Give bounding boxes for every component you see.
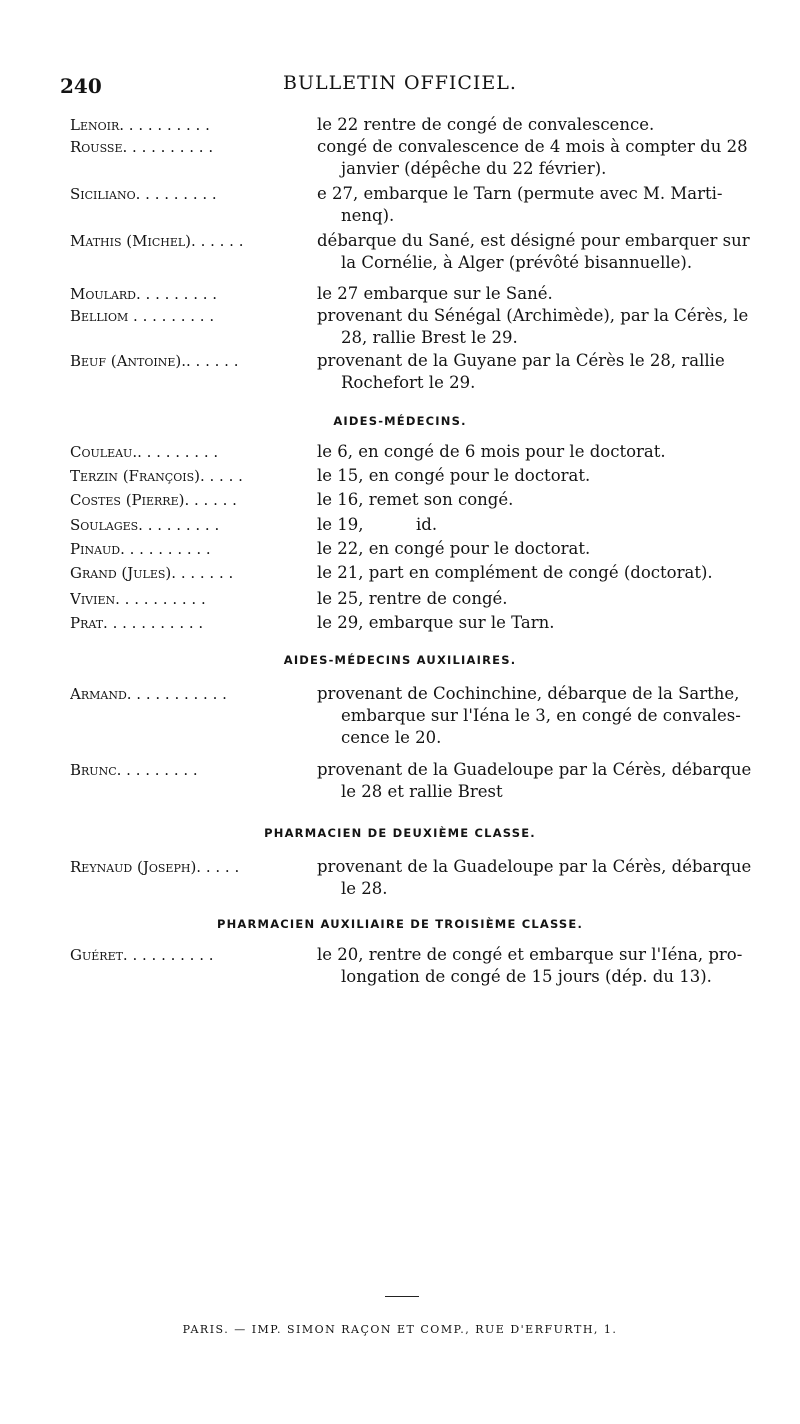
entry-text (317, 759, 757, 803)
entry-text (317, 538, 757, 560)
entry-line: e 27, embarque le Tarn (permute avec M. Marti- (317, 184, 723, 203)
person-name: Lenoir. . . . . . . . . . (70, 116, 210, 134)
entry-line: le 28 et rallie Brest (341, 782, 503, 801)
person-name: Beuf (Antoine).. . . . . . (70, 352, 239, 370)
entry-line: le 28. (341, 879, 388, 898)
footer-rule (385, 1296, 419, 1297)
running-head: BULLETIN OFFICIEL. (283, 72, 517, 94)
entry-text (317, 183, 757, 227)
entry-text (317, 350, 757, 394)
person-name: Mathis (Michel). . . . . . (70, 232, 244, 250)
entry-line: le 29, embarque sur le Tarn. (317, 613, 555, 632)
entry-text (317, 944, 757, 988)
person-name: Armand. . . . . . . . . . . (70, 685, 227, 703)
entry-text (317, 305, 757, 349)
person-name: Soulages. . . . . . . . . (70, 516, 220, 534)
person-name: Belliom . . . . . . . . . (70, 307, 215, 325)
entry-line: 28, rallie Brest le 29. (341, 328, 518, 347)
person-name: Terzin (François). . . . . (70, 467, 243, 485)
entry-line: provenant de la Guadeloupe par la Cérès, débarque (317, 857, 752, 876)
entry-text (317, 114, 757, 136)
entry-line: Rochefort le 29. (341, 373, 476, 392)
entry-line: le 15, en congé pour le doctorat. (317, 466, 591, 485)
entry-line: cence le 20. (341, 728, 442, 747)
page-number: 240 (60, 74, 102, 98)
entry-line: le 20, rentre de congé et embarque sur l'Iéna, pro- (317, 945, 743, 964)
entry-line: le 27 embarque sur le Sané. (317, 284, 553, 303)
person-name: Couleau.. . . . . . . . . (70, 443, 219, 461)
entry-text (317, 612, 757, 634)
entry-line: le 22 rentre de congé de convalescence. (317, 115, 655, 134)
entry-text (317, 562, 757, 584)
entry-line: le 25, rentre de congé. (317, 589, 508, 608)
entry-line: la Cornélie, à Alger (prévôté bisannuelle). (341, 253, 693, 272)
section-heading: AIDES-MÉDECINS. (333, 414, 467, 428)
person-name: Vivien. . . . . . . . . . (70, 590, 206, 608)
entry-text (317, 588, 757, 610)
entry-text (317, 465, 757, 487)
entry-line: provenant de Cochinchine, débarque de la Sarthe, (317, 684, 740, 703)
section-heading: PHARMACIEN AUXILIAIRE DE TROISIÈME CLASSE. (216, 917, 584, 931)
person-name: Rousse. . . . . . . . . . (70, 138, 214, 156)
entry-line: janvier (dépêche du 22 février). (341, 159, 607, 178)
person-name: Costes (Pierre). . . . . . (70, 491, 237, 509)
entry-text (317, 514, 757, 536)
entry-text (317, 489, 757, 511)
entry-line: le 19, id. (317, 515, 438, 534)
entry-line: le 21, part en complément de congé (doctorat). (317, 563, 713, 582)
entry-line: le 16, remet son congé. (317, 490, 514, 509)
entry-line: congé de convalescence de 4 mois à compter du 28 (317, 137, 748, 156)
person-name: Guéret. . . . . . . . . . (70, 946, 214, 964)
person-name: Moulard. . . . . . . . . (70, 285, 218, 303)
entry-line: provenant de la Guadeloupe par la Cérès, débarque (317, 760, 752, 779)
entry-text (317, 683, 757, 749)
person-name: Reynaud (Joseph). . . . . (70, 858, 240, 876)
entry-line: le 22, en congé pour le doctorat. (317, 539, 591, 558)
entry-text (317, 441, 757, 463)
section-heading: AIDES-MÉDECINS AUXILIAIRES. (283, 653, 517, 667)
person-name: Brunc. . . . . . . . . (70, 761, 198, 779)
person-name: Pinaud. . . . . . . . . . (70, 540, 211, 558)
entry-line: embarque sur l'Iéna le 3, en congé de convales- (341, 706, 741, 725)
section-heading: PHARMACIEN DE DEUXIÈME CLASSE. (264, 826, 536, 840)
person-name: Siciliano. . . . . . . . . (70, 185, 217, 203)
entry-line: nenq). (341, 206, 395, 225)
entry-line: provenant de la Guyane par la Cérès le 28, rallie (317, 351, 725, 370)
entry-line: provenant du Sénégal (Archimède), par la Cérès, le (317, 306, 749, 325)
entry-line: longation de congé de 15 jours (dép. du 13). (341, 967, 712, 986)
entry-line: le 6, en congé de 6 mois pour le doctorat. (317, 442, 666, 461)
person-name: Prat. . . . . . . . . . . (70, 614, 204, 632)
entry-text (317, 283, 757, 305)
entry-text (317, 856, 757, 900)
person-name: Grand (Jules). . . . . . . (70, 564, 234, 582)
imprint-line: PARIS. — IMP. SIMON RAÇON ET COMP., RUE D'ERFURTH, 1. (182, 1323, 618, 1336)
entry-line: débarque du Sané, est désigné pour embarquer sur (317, 231, 750, 250)
entry-text (317, 136, 757, 180)
entry-text (317, 230, 757, 274)
